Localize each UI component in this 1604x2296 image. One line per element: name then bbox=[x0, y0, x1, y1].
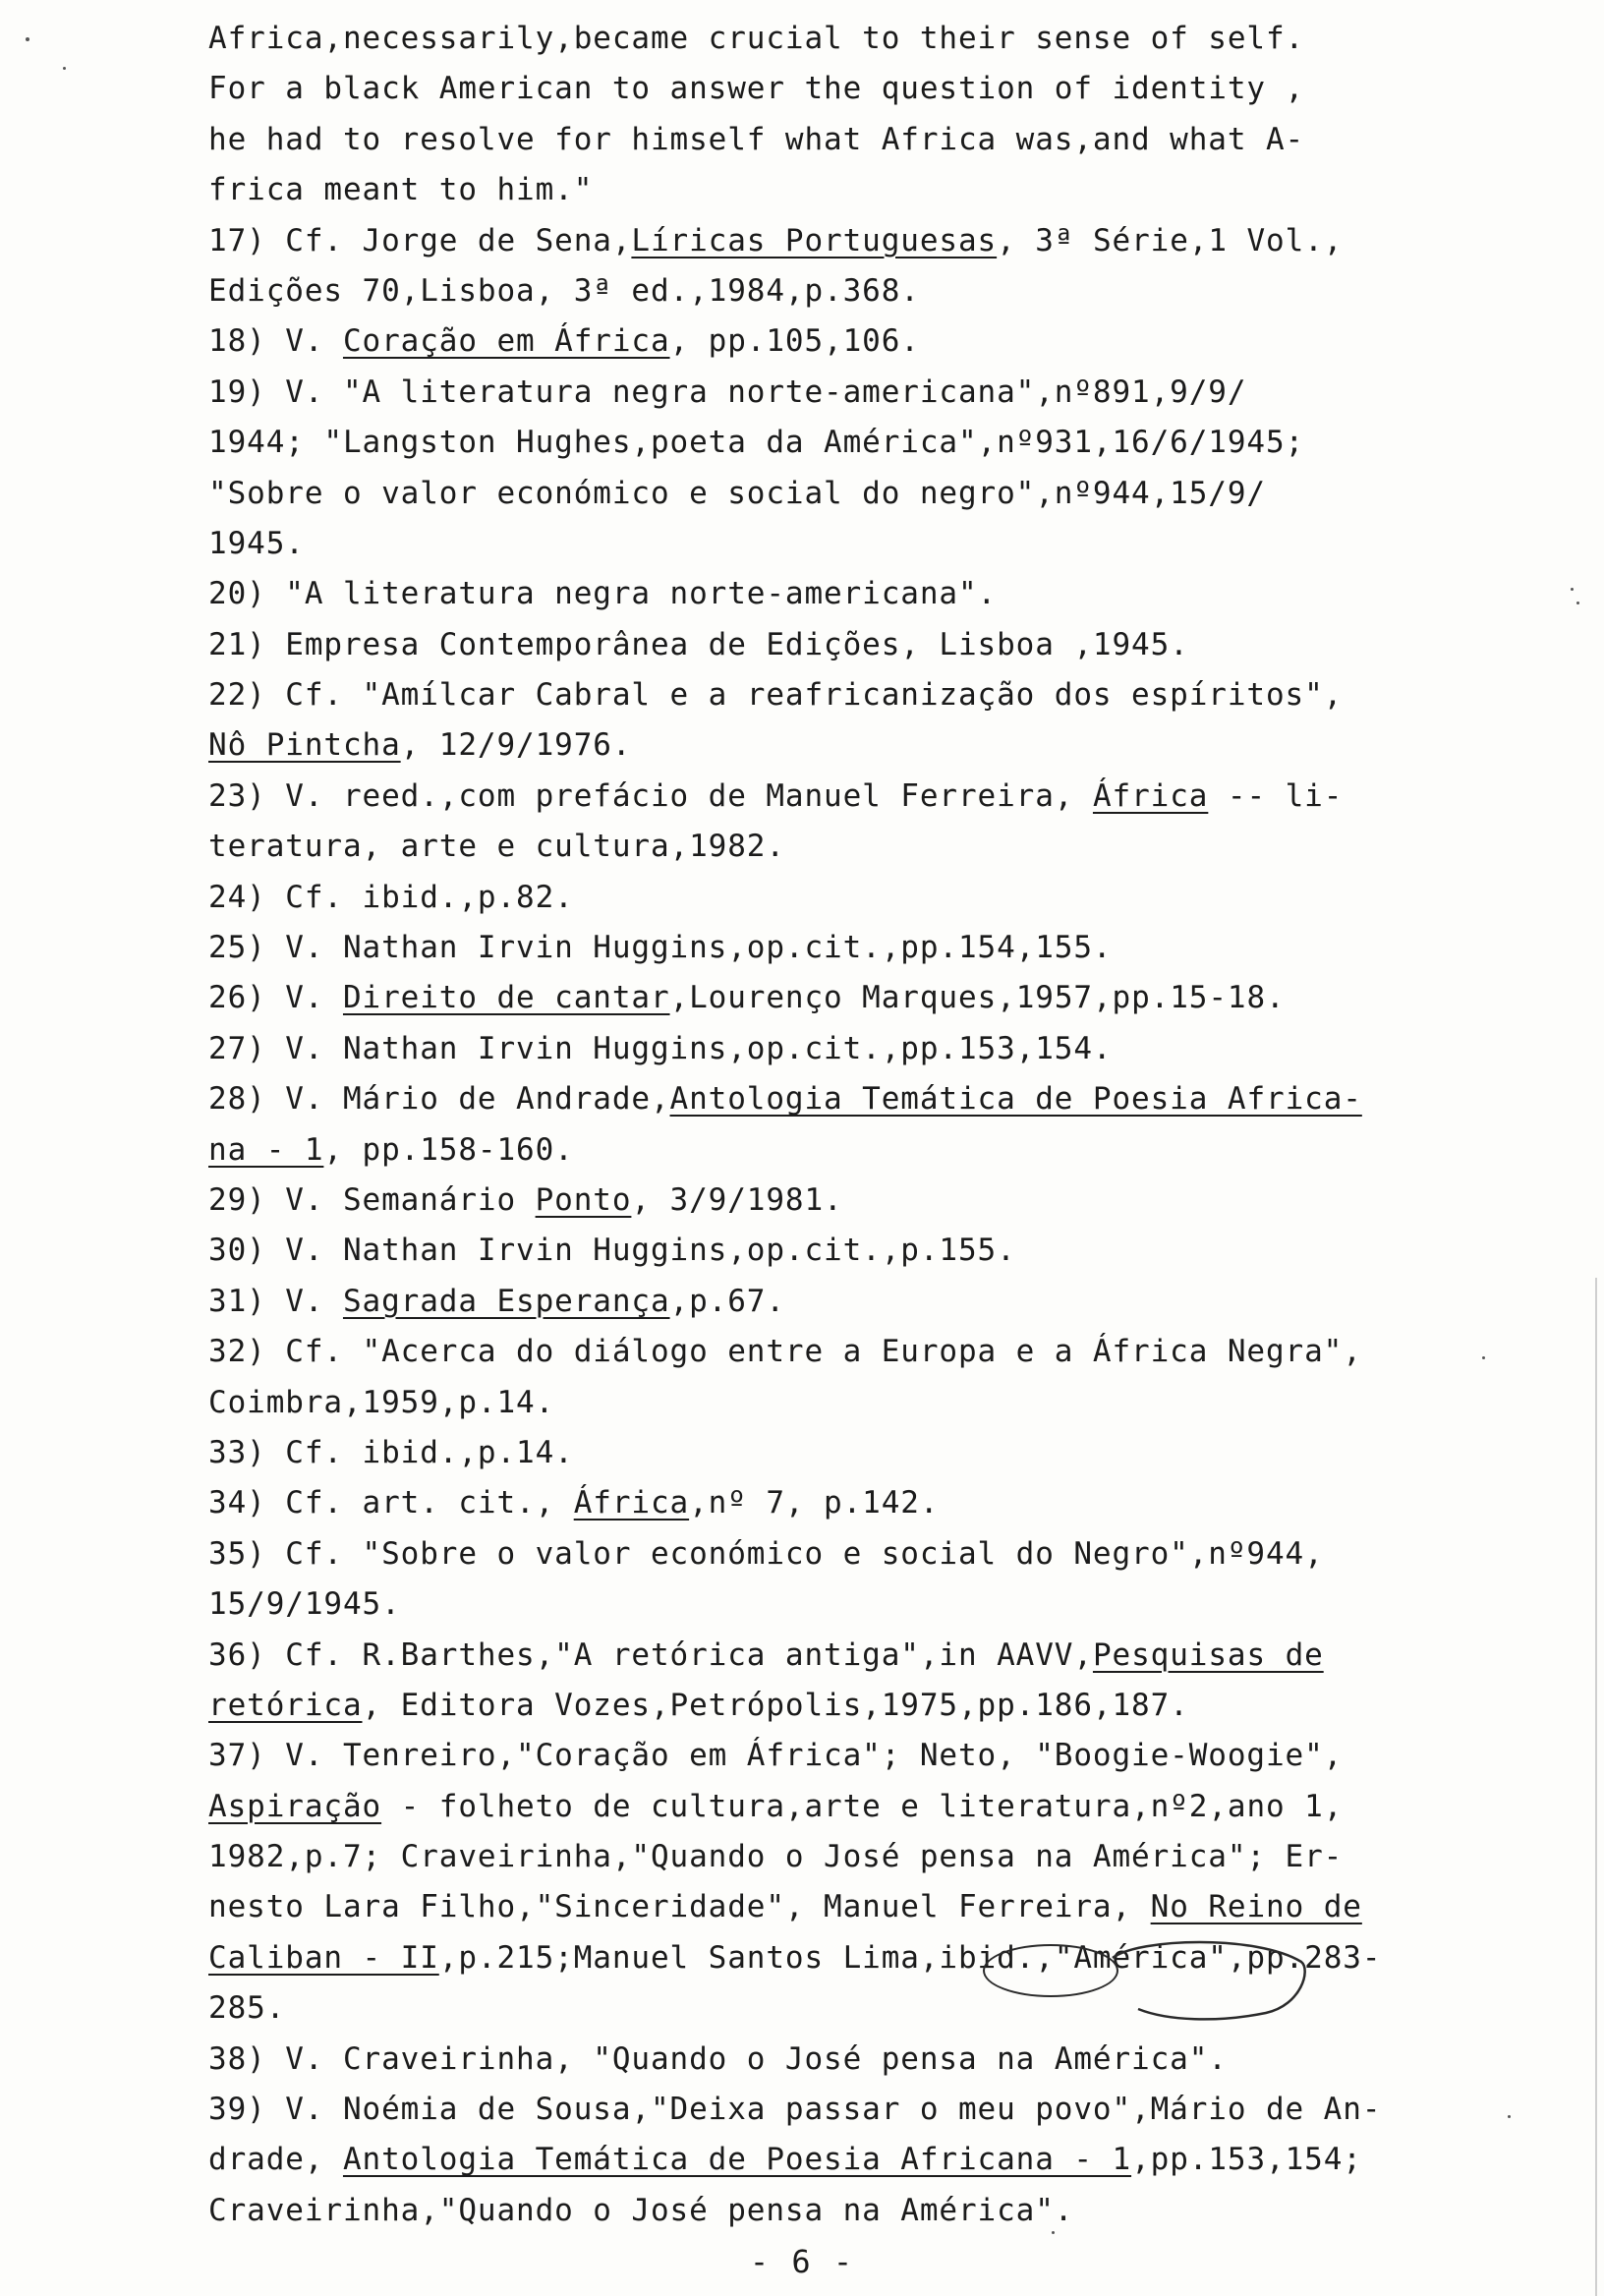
scan-speck bbox=[63, 67, 66, 70]
underlined-title: Antologia Temática de Poesia Africa- bbox=[669, 1081, 1362, 1118]
text-span: 285. bbox=[208, 1990, 286, 2027]
text-span: , pp.158-160. bbox=[323, 1131, 574, 1168]
text-line bbox=[208, 1631, 1486, 1681]
text-span: 1982,p.7; Craveirinha,"Quando o José pensa na América"; Er- bbox=[208, 1839, 1344, 1875]
text-span: 32) Cf. "Acerca do diálogo entre a Europa e a África Negra", bbox=[208, 1334, 1362, 1370]
text-span: "Sobre o valor económico e social do negro",nº944,15/9/ bbox=[208, 475, 1266, 511]
text-span: Africa,necessarily,became crucial to their sense of self. bbox=[208, 21, 1305, 56]
text-line bbox=[208, 469, 1486, 519]
underlined-title: África bbox=[573, 1485, 690, 1521]
underlined-title: Caliban - II bbox=[208, 1939, 439, 1976]
text-line bbox=[208, 1782, 1486, 1832]
text-span: Craveirinha,"Quando o José pensa na América". bbox=[208, 2192, 1074, 2228]
page-number: - 6 - bbox=[749, 2243, 855, 2280]
underlined-title: Pesquisas de bbox=[1092, 1636, 1324, 1673]
text-span: 30) V. Nathan Irvin Huggins,op.cit.,p.155. bbox=[208, 1233, 1016, 1269]
underlined-title: Nô Pintcha bbox=[208, 727, 401, 764]
text-line bbox=[208, 2035, 1486, 2085]
text-line bbox=[208, 1579, 1486, 1630]
text-line bbox=[208, 973, 1486, 1023]
text-line bbox=[208, 1277, 1486, 1327]
text-line bbox=[208, 1378, 1486, 1428]
text-line bbox=[208, 1882, 1486, 1932]
text-line bbox=[208, 1428, 1486, 1478]
underlined-title: Direito de cantar bbox=[342, 980, 670, 1016]
scan-speck bbox=[1576, 602, 1579, 604]
text-span: For a black American to answer the question of identity , bbox=[208, 71, 1305, 107]
text-span: 26) V. bbox=[208, 980, 343, 1016]
text-span: 23) V. reed.,com prefácio de Manuel Ferreira, bbox=[208, 777, 1093, 814]
text-span: 37) V. Tenreiro,"Coração em África"; Neto, "Boogie-Woogie", bbox=[208, 1738, 1344, 1774]
text-span: , 3/9/1981. bbox=[631, 1181, 843, 1218]
text-span: , 12/9/1976. bbox=[400, 727, 632, 764]
text-line bbox=[208, 1529, 1486, 1579]
underlined-title: Líricas Portuguesas bbox=[631, 222, 998, 258]
text-span: ,p.67. bbox=[669, 1283, 785, 1319]
underlined-title: Ponto bbox=[535, 1181, 632, 1218]
text-line bbox=[208, 1074, 1486, 1124]
underlined-title: África bbox=[1092, 777, 1209, 814]
text-span: 36) Cf. R.Barthes,"A retórica antiga",in AAVV, bbox=[208, 1636, 1093, 1673]
text-span: , Editora Vozes,Petrópolis,1975,pp.186,187. bbox=[362, 1687, 1189, 1723]
text-span: ,pp.153,154; bbox=[1131, 2142, 1362, 2178]
text-span: he had to resolve for himself what Africa was,and what A- bbox=[208, 121, 1305, 157]
text-line bbox=[208, 115, 1486, 165]
text-line bbox=[208, 266, 1486, 316]
underlined-title: Antologia Temática de Poesia Africana - 1 bbox=[342, 2142, 1132, 2178]
text-line bbox=[208, 165, 1486, 215]
text-span: Coimbra,1959,p.14. bbox=[208, 1384, 555, 1420]
text-span: 29) V. Semanário bbox=[208, 1181, 536, 1218]
page-edge-shadow bbox=[1595, 1278, 1597, 2296]
underlined-title: Coração em África bbox=[342, 323, 670, 360]
text-span: Edições 70,Lisboa, 3ª ed.,1984,p.368. bbox=[208, 272, 920, 309]
text-span: 19) V. "A literatura negra norte-americana",nº891,9/9/ bbox=[208, 373, 1247, 410]
text-line bbox=[208, 1681, 1486, 1731]
text-span: , 3ª Série,1 Vol., bbox=[997, 222, 1344, 258]
text-span: 20) "A literatura negra norte-americana". bbox=[208, 576, 998, 612]
text-line bbox=[208, 2186, 1486, 2236]
text-span: 24) Cf. ibid.,p.82. bbox=[208, 879, 574, 915]
text-line bbox=[208, 316, 1486, 367]
text-line bbox=[208, 923, 1486, 973]
text-line bbox=[208, 873, 1486, 923]
underlined-title: retórica bbox=[208, 1687, 363, 1723]
text-span: 39) V. Noémia de Sousa,"Deixa passar o meu povo",Mário de An- bbox=[208, 2092, 1382, 2128]
text-line bbox=[208, 1024, 1486, 1074]
text-span: ,Lourenço Marques,1957,pp.15-18. bbox=[669, 980, 1286, 1016]
text-span: 25) V. Nathan Irvin Huggins,op.cit.,pp.154,155. bbox=[208, 930, 1113, 966]
text-line bbox=[208, 670, 1486, 720]
scan-speck bbox=[1508, 2115, 1511, 2118]
underlined-title: na - 1 bbox=[208, 1131, 324, 1168]
text-span: 38) V. Craveirinha, "Quando o José pensa na América". bbox=[208, 2040, 1228, 2077]
text-span: 21) Empresa Contemporânea de Edições, Lisboa ,1945. bbox=[208, 626, 1189, 662]
text-line bbox=[208, 1226, 1486, 1276]
text-span: , pp.105,106. bbox=[669, 323, 920, 360]
text-line bbox=[208, 368, 1486, 418]
footnotes-text bbox=[208, 14, 1486, 2236]
text-span: drade, bbox=[208, 2142, 343, 2178]
text-line bbox=[208, 720, 1486, 771]
text-line bbox=[208, 519, 1486, 569]
text-line bbox=[208, 2085, 1486, 2135]
text-line bbox=[208, 1478, 1486, 1528]
scan-speck bbox=[26, 37, 29, 41]
handwritten-arc-mark bbox=[1109, 1936, 1313, 2025]
underlined-title: Aspiração bbox=[208, 1788, 382, 1824]
text-line bbox=[208, 2135, 1486, 2185]
text-span: 34) Cf. art. cit., bbox=[208, 1485, 574, 1521]
text-line bbox=[208, 569, 1486, 619]
text-line bbox=[208, 1731, 1486, 1781]
text-span: 31) V. bbox=[208, 1283, 343, 1319]
handwritten-circle-mark bbox=[983, 1944, 1118, 1997]
text-line bbox=[208, 822, 1486, 872]
text-line bbox=[208, 1327, 1486, 1377]
text-span: 22) Cf. "Amílcar Cabral e a reafricanização dos espíritos", bbox=[208, 677, 1344, 714]
underlined-title: Sagrada Esperança bbox=[342, 1283, 670, 1319]
text-span: 33) Cf. ibid.,p.14. bbox=[208, 1434, 574, 1470]
text-line bbox=[208, 620, 1486, 670]
text-span: 27) V. Nathan Irvin Huggins,op.cit.,pp.153,154. bbox=[208, 1030, 1113, 1066]
text-span: -- li- bbox=[1208, 777, 1344, 814]
text-line bbox=[208, 14, 1486, 64]
text-span: 17) Cf. Jorge de Sena, bbox=[208, 222, 632, 258]
text-span: 35) Cf. "Sobre o valor económico e social do Negro",nº944, bbox=[208, 1535, 1324, 1572]
text-span: nesto Lara Filho,"Sinceridade", Manuel Ferreira, bbox=[208, 1889, 1151, 1925]
text-line bbox=[208, 1125, 1486, 1176]
text-span: - folheto de cultura,arte e literatura,nº2,ano 1, bbox=[381, 1788, 1344, 1824]
text-line bbox=[208, 64, 1486, 114]
text-span: 1944; "Langston Hughes,poeta da América",nº931,16/6/1945; bbox=[208, 425, 1305, 461]
text-span: 18) V. bbox=[208, 323, 343, 360]
text-line bbox=[208, 1176, 1486, 1226]
text-span: ,nº 7, p.142. bbox=[689, 1485, 940, 1521]
text-line bbox=[208, 418, 1486, 468]
text-span: 15/9/1945. bbox=[208, 1586, 401, 1623]
text-line bbox=[208, 216, 1486, 266]
text-span: 1945. bbox=[208, 525, 305, 561]
text-line bbox=[208, 772, 1486, 822]
text-span: teratura, arte e cultura,1982. bbox=[208, 829, 785, 865]
underlined-title: No Reino de bbox=[1150, 1889, 1362, 1925]
scan-speck bbox=[1571, 588, 1574, 591]
text-span: 28) V. Mário de Andrade, bbox=[208, 1081, 670, 1118]
text-span: frica meant to him." bbox=[208, 172, 594, 208]
text-span: ,p.215;Manuel Santos Lima,ibid.,"América",pp.283- bbox=[438, 1939, 1382, 1976]
text-line bbox=[208, 1832, 1486, 1882]
